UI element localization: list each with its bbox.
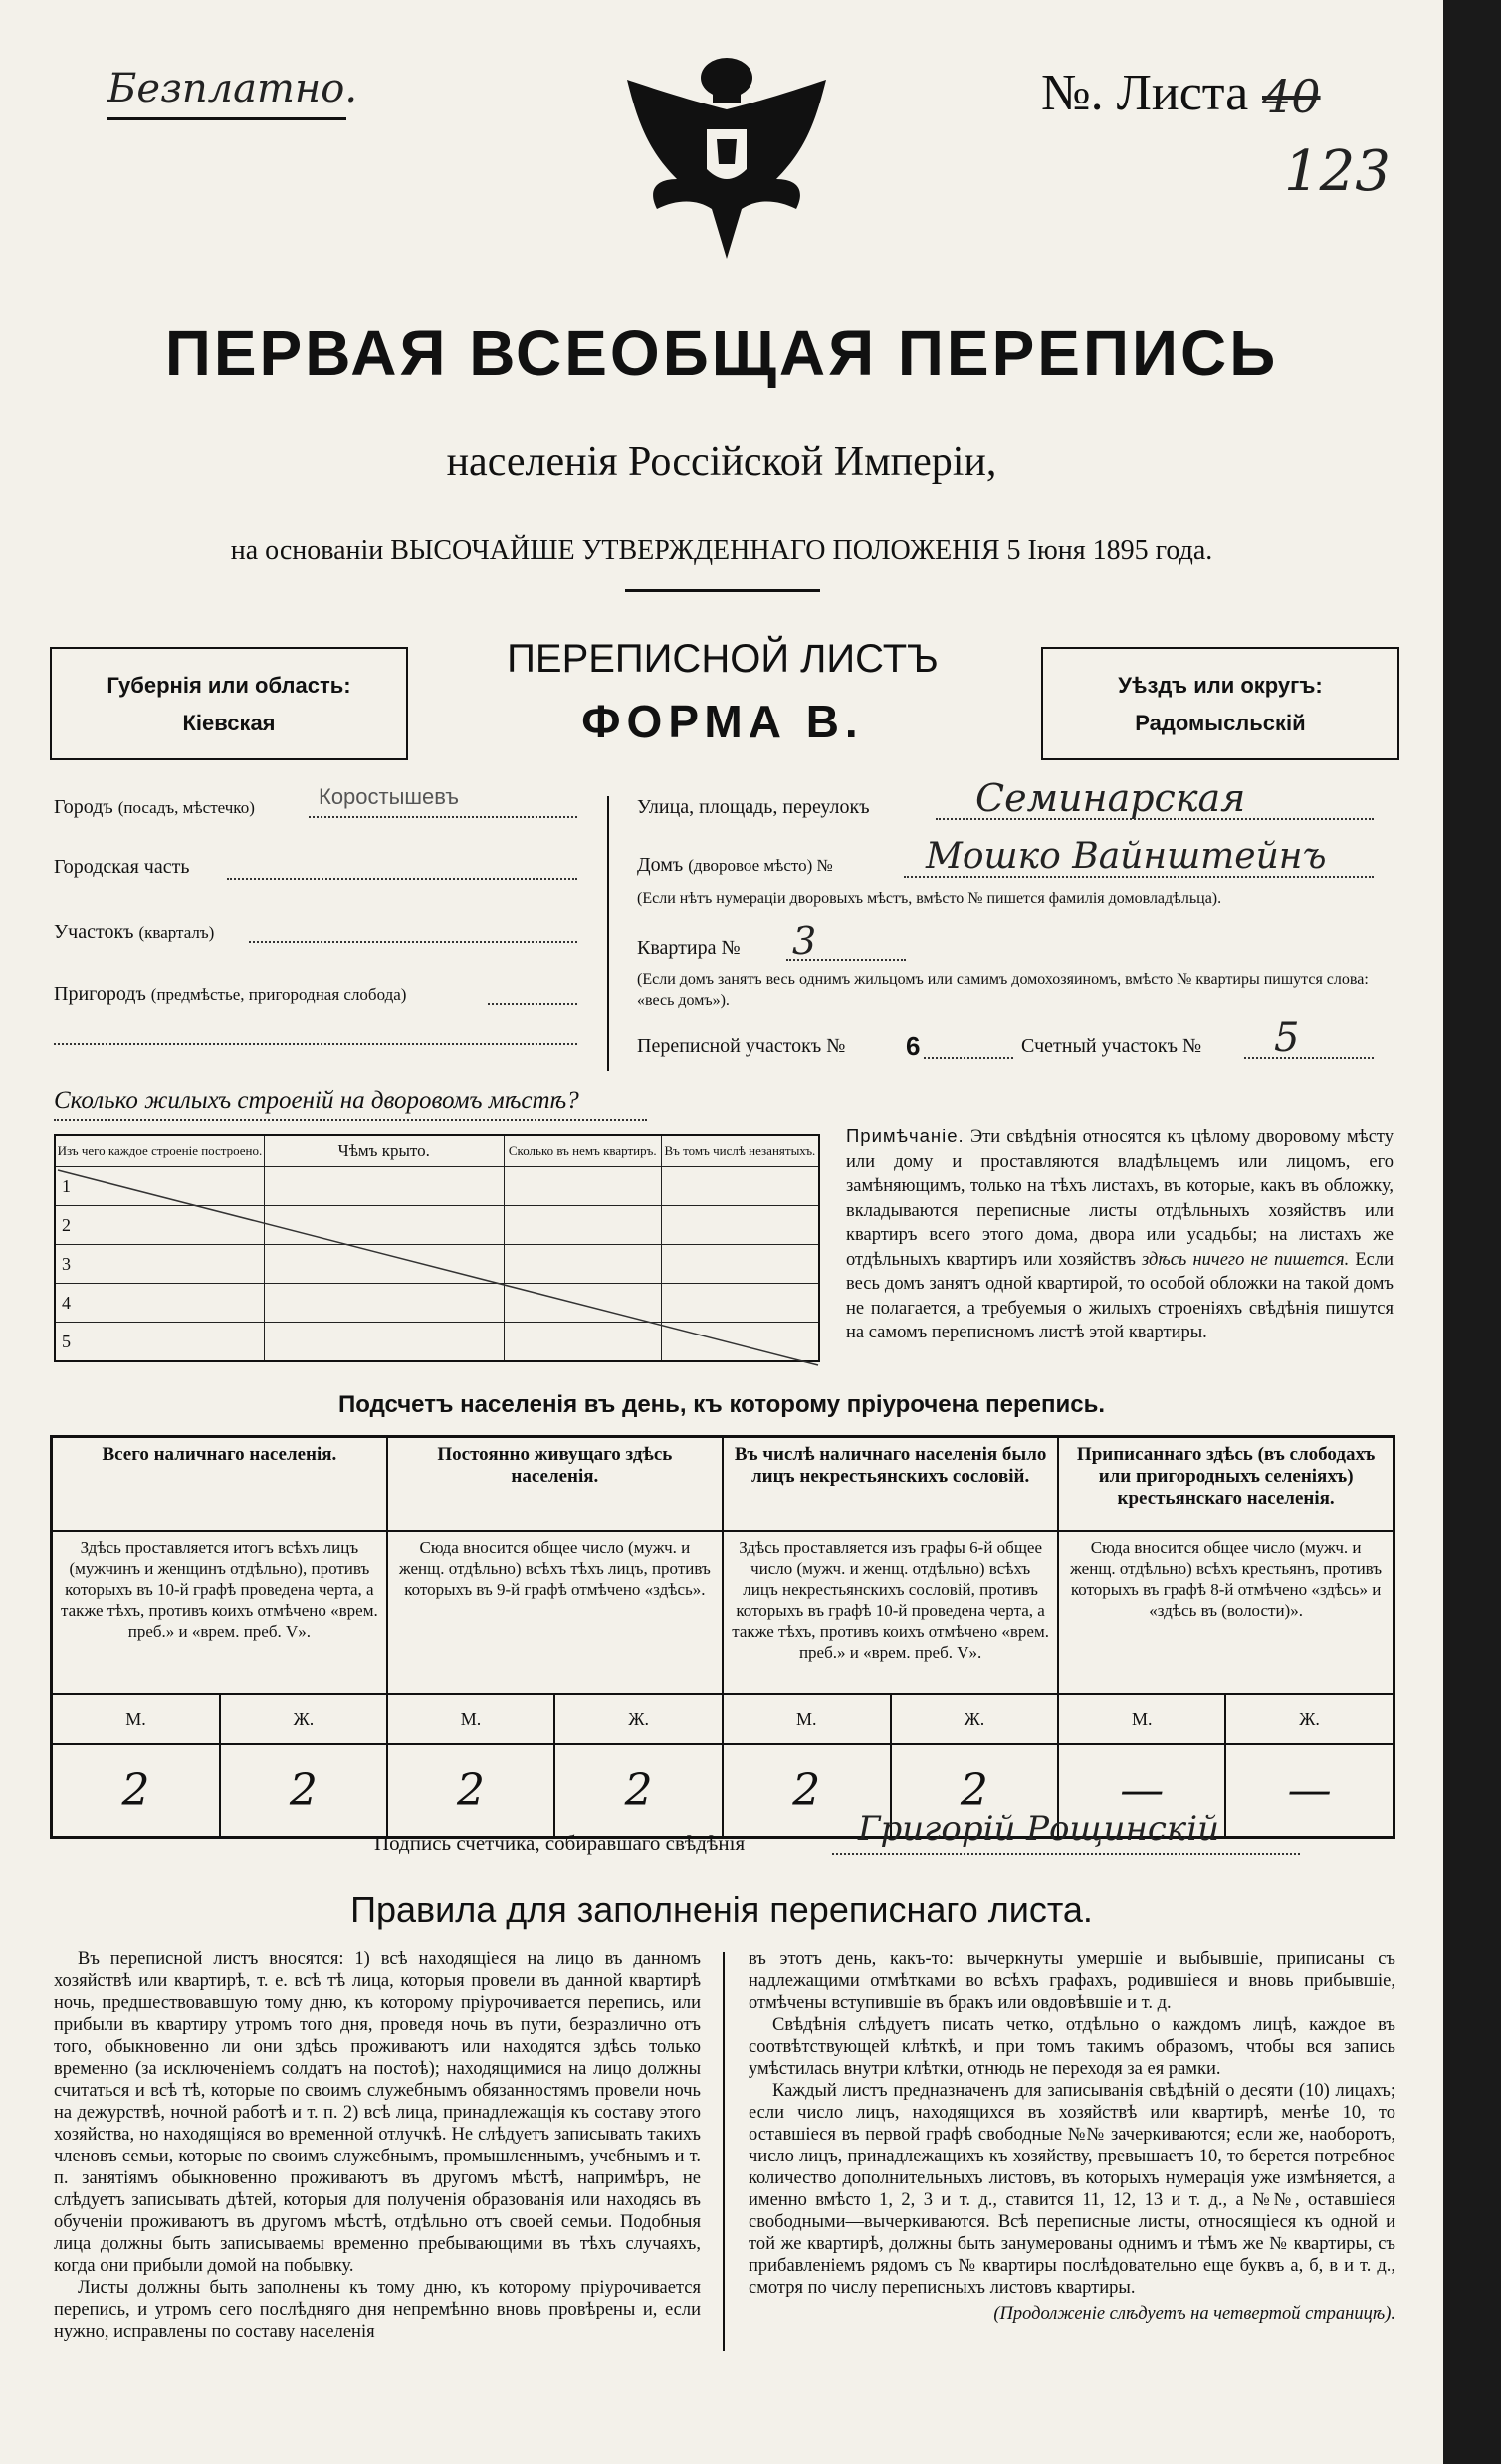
city-value: Коростышевъ	[319, 784, 460, 809]
house-field	[637, 854, 833, 877]
page-title: ПЕРВАЯ ВСЕОБЩАЯ ПЕРЕПИСЬ	[164, 317, 1279, 389]
buildings-question-underline	[54, 1119, 647, 1121]
scan-border	[1443, 0, 1501, 2464]
col-title: Приписаннаго здѣсь (въ слободахъ или пригородныхъ селеніяхъ) крестьянскаго населенія.	[1076, 1444, 1376, 1509]
population-table	[50, 1435, 1395, 1839]
row-number: 5	[55, 1323, 264, 1362]
census-district-label: Переписной участокъ №	[637, 1035, 846, 1057]
house-value: Мошко Вайнштейнъ	[926, 836, 1327, 877]
col-desc: Сюда вносится общее число (мужч. и женщ. отдѣльно) всѣхъ крестьянъ, противъ которыхъ въ графѣ 8-й отмѣчено «здѣсь» и «здѣсь въ (волости)».	[1058, 1531, 1394, 1694]
census-district-value: 6	[906, 1031, 921, 1061]
form-title: ФОРМА В.	[581, 696, 864, 747]
prigorod-field	[54, 983, 406, 1006]
rules-paragraph: Въ переписной листъ вносятся: 1) всѣ находящіеся на лицо въ данномъ хозяйствѣ или квартирѣ, т. е. всѣ тѣ лица, которыя провели въ данной квартирѣ ночь, предшествовавшую тому дню, къ которому пріурочивается перепись, или прибыли въ квартиру утромъ того дня, проведя ночь въ пути, безразлично отъ того, обыкновенно ли они здѣсь проживаютъ или находятся здѣсь только временно (за исключеніемъ солдатъ на постоѣ); находящимися на лицо должны считаться и всѣ тѣ, которые по своимъ служебнымъ обязанностямъ провели ночь на дежурствѣ, ночной работѣ и т. п. 2) всѣ лица, принадлежащія къ составу этого хозяйства, но находящіяся во временной отлучкѣ. Не слѣдуетъ записывать такихъ членовъ семьи, которые по своимъ служебнымъ, промышленнымъ, учебнымъ и т. п. занятіямъ обыкновенно проживаютъ въ другомъ мѣстѣ, напримѣръ, не слѣдуетъ записывать дѣтей, которыя для полученія образованія или находясь въ обученіи проживаютъ въ другомъ мѣстѣ, отдѣльно отъ своей семьи. Подобныя лица должны быть записываемы временно пребывающими въ тѣхъ случаяхъ, когда они прибыли домой на побывку.	[54, 1950, 701, 2276]
note-text: Эти свѣдѣнія относятся къ цѣлому дворовому мѣсту или дому и проставляются владѣльцемъ или лицомъ, его замѣняющимъ, только на тѣхъ листахъ, въ которые, какъ въ обложку, вкладываются переписные листы отдѣльныхъ хозяйствъ или квартиръ всего этого дома, двора или усадьбы; на листахъ же отдѣльныхъ квартиръ или хозяйствъ	[846, 1128, 1394, 1270]
free-label: Безплатно.	[107, 66, 358, 111]
signature-line	[832, 1853, 1300, 1855]
rules-paragraph: Свѣдѣнія слѣдуетъ писать четко, отдѣльно о каждомъ лицѣ, каждое въ соотвѣтствующей клѣткѣ, и при томъ такимъ образомъ, чтобы вся запись умѣстилась внутри клѣтки, отнюдь не переходя за ея рамки.	[749, 2015, 1395, 2079]
flat-line	[786, 959, 906, 961]
address-divider	[607, 796, 609, 1071]
prigorod-line	[488, 1003, 577, 1005]
buildings-header-flats: Сколько въ немъ квартиръ.	[504, 1135, 661, 1167]
signature-label: Подпись счетчика, собиравшаго свѣдѣнія	[374, 1831, 746, 1855]
count-district-line	[1244, 1057, 1374, 1059]
male-label: М.	[52, 1694, 221, 1744]
title-subtitle: населенія Россійской Имперіи,	[446, 439, 997, 485]
population-col-total	[52, 1437, 387, 1532]
row-number: 4	[55, 1284, 264, 1323]
prigorod-sub: (предмѣстье, пригородная слобода)	[150, 985, 407, 1004]
flat-label: Квартира №	[637, 937, 741, 959]
imperial-eagle-icon	[617, 50, 836, 279]
house-note: (Если нѣтъ нумераціи дворовыхъ мѣстъ, вмѣсто № пишется фамилія домовладѣльца).	[637, 890, 1222, 907]
rules-paragraph: въ этотъ день, какъ-то: вычеркнуты умершіе и выбывшіе, приписаны съ надлежащими отмѣтками во всѣхъ графахъ, родившіеся и вновь прибывшіе, отмѣчены вступившіе въ бракъ или овдовѣвшіе и т. д.	[749, 1950, 1395, 2013]
uezd-box	[1041, 647, 1399, 760]
note-italic: здѣсь ничего не пишется.	[1142, 1249, 1350, 1270]
rules-heading: Правила для заполненія переписнаго листа.	[350, 1889, 1093, 1930]
population-col-permanent	[387, 1437, 723, 1532]
rules-left-column	[54, 1949, 701, 2343]
buildings-table	[54, 1134, 820, 1362]
strike-line	[54, 1134, 822, 1367]
value-cell: 2	[220, 1744, 387, 1838]
house-line	[904, 876, 1374, 878]
value-cell: 2	[891, 1744, 1059, 1838]
census-district-line	[924, 1057, 1013, 1059]
population-col-peasant	[1058, 1437, 1394, 1532]
rules-right-column	[749, 1949, 1395, 2325]
count-district-value: 5	[1274, 1015, 1300, 1061]
col-desc: Сюда вносится общее число (мужч. и женщ. отдѣльно) всѣхъ тѣхъ лицъ, противъ которыхъ въ 9-й графѣ отмѣчено «здѣсь».	[387, 1531, 723, 1694]
flat-note: (Если домъ занятъ весь однимъ жильцомъ или самимъ домохозяиномъ, вмѣсто № квартиры пишутся слова: «весь домъ»).	[637, 971, 1369, 1009]
row-number: 3	[55, 1245, 264, 1284]
buildings-header-roof: Чѣмъ крыто.	[264, 1135, 504, 1167]
city-label: Городъ	[54, 796, 113, 818]
male-label: М.	[1058, 1694, 1225, 1744]
female-label: Ж.	[891, 1694, 1059, 1744]
gubernia-label: Губернія или область:	[107, 673, 351, 698]
buildings-note	[846, 1125, 1394, 1345]
uchastok-label: Участокъ	[54, 922, 134, 943]
city-sub: (посадъ, мѣстечко)	[117, 798, 255, 817]
sheet-number-label: №. Листа	[1041, 65, 1249, 121]
female-label: Ж.	[1225, 1694, 1394, 1744]
sheet-title: ПЕРЕПИСНОЙ ЛИСТЪ	[507, 637, 939, 681]
uchastok-sub: (кварталъ)	[138, 924, 215, 942]
gubernia-value: Кіевская	[182, 711, 276, 735]
city-part-label: Городская часть	[54, 856, 190, 878]
city-part-line	[227, 878, 577, 880]
count-district-label: Счетный участокъ №	[1021, 1035, 1202, 1057]
row-number: 2	[55, 1206, 264, 1245]
value-cell: 2	[387, 1744, 555, 1838]
house-sub: (дворовое мѣсто) №	[688, 856, 833, 875]
street-line	[936, 818, 1374, 820]
flat-value: 3	[792, 920, 817, 963]
street-label: Улица, площадь, переулокъ	[637, 796, 870, 818]
population-col-nonpeasant	[723, 1437, 1058, 1532]
value-cell: —	[1058, 1744, 1225, 1838]
rules-continuation: (Продолженіе слѣдуетъ на четвертой страницѣ).	[993, 2304, 1395, 2324]
uchastok-line	[249, 941, 577, 943]
prigorod-label: Пригородъ	[54, 983, 146, 1005]
col-title: Всего наличнаго населенія.	[102, 1444, 337, 1465]
col-desc: Здѣсь проставляется изъ графы 6-й общее число (мужч. и женщ. отдѣльно) всѣхъ лицъ некрестьянскихъ сословій, противъ которыхъ въ графѣ 10-й проведена черта, а также тѣхъ, противъ коихъ отмѣчено «врем. преб.» и «врем. преб. V».	[723, 1531, 1058, 1694]
female-label: Ж.	[554, 1694, 723, 1744]
buildings-header-vacant: Въ томъ числѣ незанятыхъ.	[661, 1135, 819, 1167]
value-cell: 2	[554, 1744, 723, 1838]
col-title: Постоянно живущаго здѣсь населенія.	[437, 1444, 673, 1487]
uezd-value: Радомысльскій	[1135, 711, 1306, 735]
signature-value: Григорій Рощинскій	[858, 1809, 1219, 1849]
title-decree: на основаніи ВЫСОЧАЙШЕ УТВЕРЖДЕННАГО ПОЛОЖЕНІЯ 5 Іюня 1895 года.	[230, 535, 1213, 566]
male-label: М.	[723, 1694, 891, 1744]
sheet-number-value: 40	[1262, 70, 1321, 123]
archive-number: 123	[1284, 139, 1391, 204]
rules-paragraph: Каждый листъ предназначенъ для записыванія свѣдѣній о десяти (10) лицахъ; если число лицъ, находящихся въ хозяйствѣ или квартирѣ, менѣе 10, то оставшіеся въ первой графѣ свободные №№ зачеркиваются; если же, наоборотъ, число лицъ, принадлежащихъ къ хозяйству, превышаетъ 10, то берется потребное количество дополнительныхъ листовъ, въ которыхъ нумерація уже измѣняется, а именно вмѣсто 1, 2, 3 и т. д., ставится 11, 12, 13 и т. д., а №№, оставшіеся свободными—вычеркиваются. Всѣ переписные листы, относящіеся къ одной и той же квартирѣ, должны быть занумерованы однимъ и тѣмъ же № квартиры, съ прибавленіемъ рядомъ съ № квартиры послѣдовательно еще буквъ а, б, в и т. д., смотря по числу переписныхъ листовъ квартиры.	[749, 2081, 1395, 2298]
title-divider	[625, 589, 820, 592]
house-label: Домъ	[637, 854, 684, 876]
gubernia-box	[50, 647, 408, 760]
rules-divider	[723, 1952, 725, 2351]
note-title: Примѣчаніе.	[846, 1126, 965, 1146]
buildings-question: Сколько жилыхъ строеній на дворовомъ мѣстѣ?	[54, 1087, 579, 1114]
city-line	[309, 816, 577, 818]
city-field	[54, 796, 255, 819]
col-title: Въ числѣ наличнаго населенія было лицъ некрестьянскихъ сословій.	[734, 1444, 1047, 1487]
value-cell: —	[1225, 1744, 1394, 1838]
row-number: 1	[55, 1167, 264, 1206]
rules-paragraph: Листы должны быть заполнены къ тому дню, къ которому пріурочивается перепись, и утромъ сего послѣдняго дня непремѣнно вновь провѣрены и, если нужно, исправлены по составу населенія	[54, 2278, 701, 2342]
buildings-header-material: Изъ чего каждое строеніе построено.	[55, 1135, 264, 1167]
free-underline	[107, 117, 346, 120]
male-label: М.	[387, 1694, 555, 1744]
street-value: Семинарская	[975, 776, 1246, 820]
uezd-label: Уѣздъ или округъ:	[1118, 673, 1323, 698]
value-cell: 2	[723, 1744, 891, 1838]
prigorod-line2	[54, 1043, 577, 1045]
value-cell: 2	[52, 1744, 221, 1838]
population-heading: Подсчетъ населенія въ день, къ которому пріурочена перепись.	[338, 1391, 1105, 1418]
female-label: Ж.	[220, 1694, 387, 1744]
note-text2: Если весь домъ занятъ одной квартирой, то особой обложки на такой домъ не полагается, а требуемыя о жилыхъ строеніяхъ свѣдѣнія пишутся на самомъ переписномъ листѣ этой квартиры.	[846, 1249, 1394, 1342]
uchastok-field	[54, 922, 214, 944]
col-desc: Здѣсь проставляется итогъ всѣхъ лицъ (мужчинъ и женщинъ отдѣльно), противъ которыхъ въ 10-й графѣ проведена черта, а также тѣхъ, противъ коихъ отмѣчено «врем. преб.» и «врем. преб. V».	[52, 1531, 387, 1694]
